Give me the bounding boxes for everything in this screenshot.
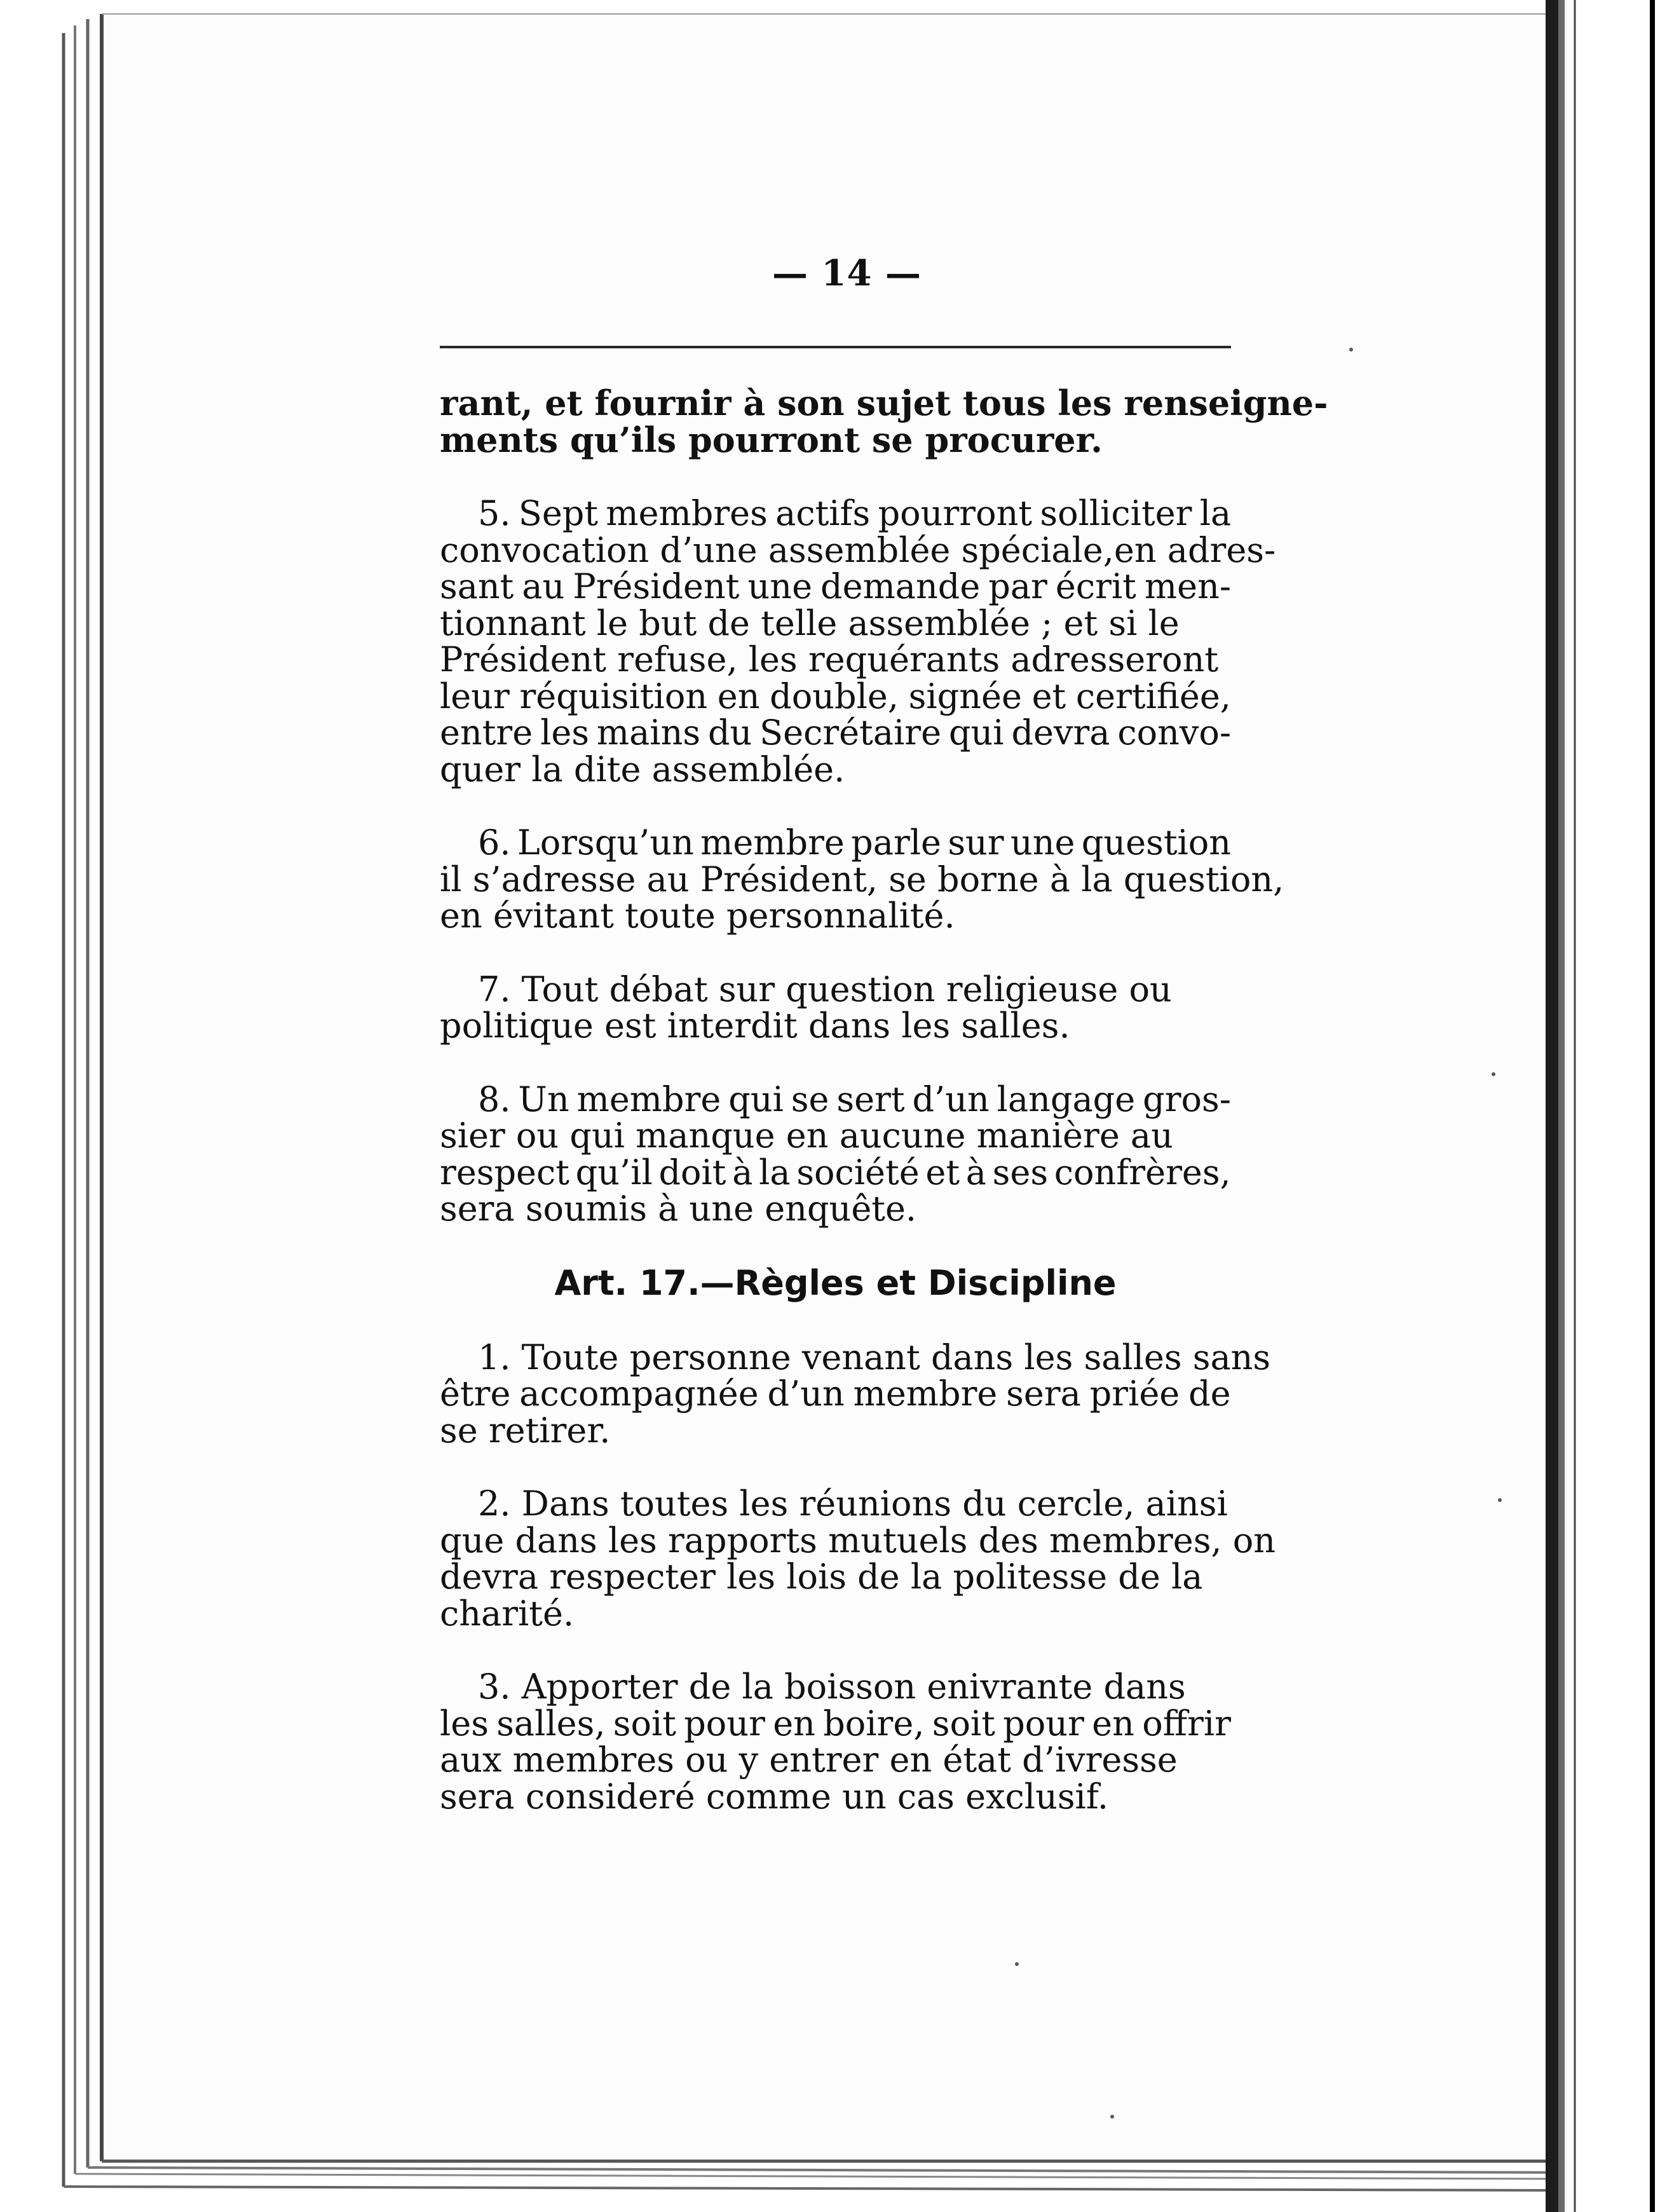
text-line: 8. Un membre qui se sert d’un langage gros- (478, 1079, 1231, 1119)
text-line: 5. Sept membres actifs pourront solliciter la (478, 493, 1232, 533)
text-line: les salles, soit pour en boire, soit pour en offrir (440, 1703, 1231, 1744)
text-line: politique est interdit dans les salles. (440, 1006, 1070, 1046)
text-line: sera consideré comme un cas exclusif. (440, 1776, 1109, 1817)
rule-1 (440, 1337, 1271, 1451)
text-line: tionnant le but de telle assemblée ; et si le (440, 603, 1180, 643)
text-line: 3. Apporter de la boisson enivrante dans (478, 1667, 1186, 1707)
text-line: rant, et fournir à son sujet tous les renseigne- (440, 383, 1328, 423)
text-line: entre les mains du Secrétaire qui devra convo- (440, 713, 1232, 753)
paragraph-6 (440, 823, 1284, 936)
text-line: 6. Lorsqu’un membre parle sur une question (478, 823, 1232, 863)
header-rule (440, 346, 1231, 348)
text-line: sant au Président une demande par écrit men- (440, 566, 1232, 606)
paragraph-5 (440, 493, 1276, 789)
text-line: leur réquisition en double, signée et certifiée, (440, 676, 1231, 716)
text-line: Président refuse, les requérants adresseront (440, 639, 1219, 679)
text-line: se retirer. (440, 1410, 611, 1451)
text-line: charité. (440, 1593, 575, 1634)
text-line: sera soumis à une enquête. (440, 1189, 917, 1229)
text-line: aux membres ou y entrer en état d’ivresse (440, 1740, 1178, 1780)
text-line: 1. Toute personne venant dans les salles sans (478, 1337, 1271, 1377)
article-17-heading: Art. 17.—Règles et Discipline (554, 1262, 1117, 1303)
continued-paragraph (440, 383, 1328, 460)
binding-edge (1546, 0, 1660, 2212)
text-line: devra respecter les lois de la politesse de la (440, 1557, 1203, 1597)
text-line: sier ou qui manque en aucune manière au (440, 1116, 1173, 1156)
text-line: 7. Tout débat sur question religieuse ou (478, 969, 1172, 1009)
text-line: quer la dite assemblée. (440, 749, 845, 789)
text-line: il s’adresse au Président, se borne à la question, (440, 859, 1284, 899)
text-line: ments qu’ils pourront se procurer. (440, 419, 1103, 460)
page-content (440, 252, 1328, 1817)
text-line: convocation d’une assemblée spéciale,en adres- (440, 529, 1276, 570)
rule-2 (440, 1484, 1276, 1634)
rule-3 (440, 1669, 1231, 1815)
page-number: — 14 — (772, 252, 922, 294)
text-line: 2. Dans toutes les réunions du cercle, ainsi (478, 1484, 1228, 1524)
text-line: en évitant toute personnalité. (440, 896, 955, 936)
paragraph-8 (440, 1081, 1231, 1227)
text-line: que dans les rapports mutuels des membres, on (440, 1520, 1276, 1560)
paragraph-7 (440, 971, 1231, 1044)
text-line: être accompagnée d’un membre sera priée de (440, 1374, 1231, 1414)
text-line: respect qu’il doit à la société et à ses confrères, (440, 1152, 1231, 1192)
